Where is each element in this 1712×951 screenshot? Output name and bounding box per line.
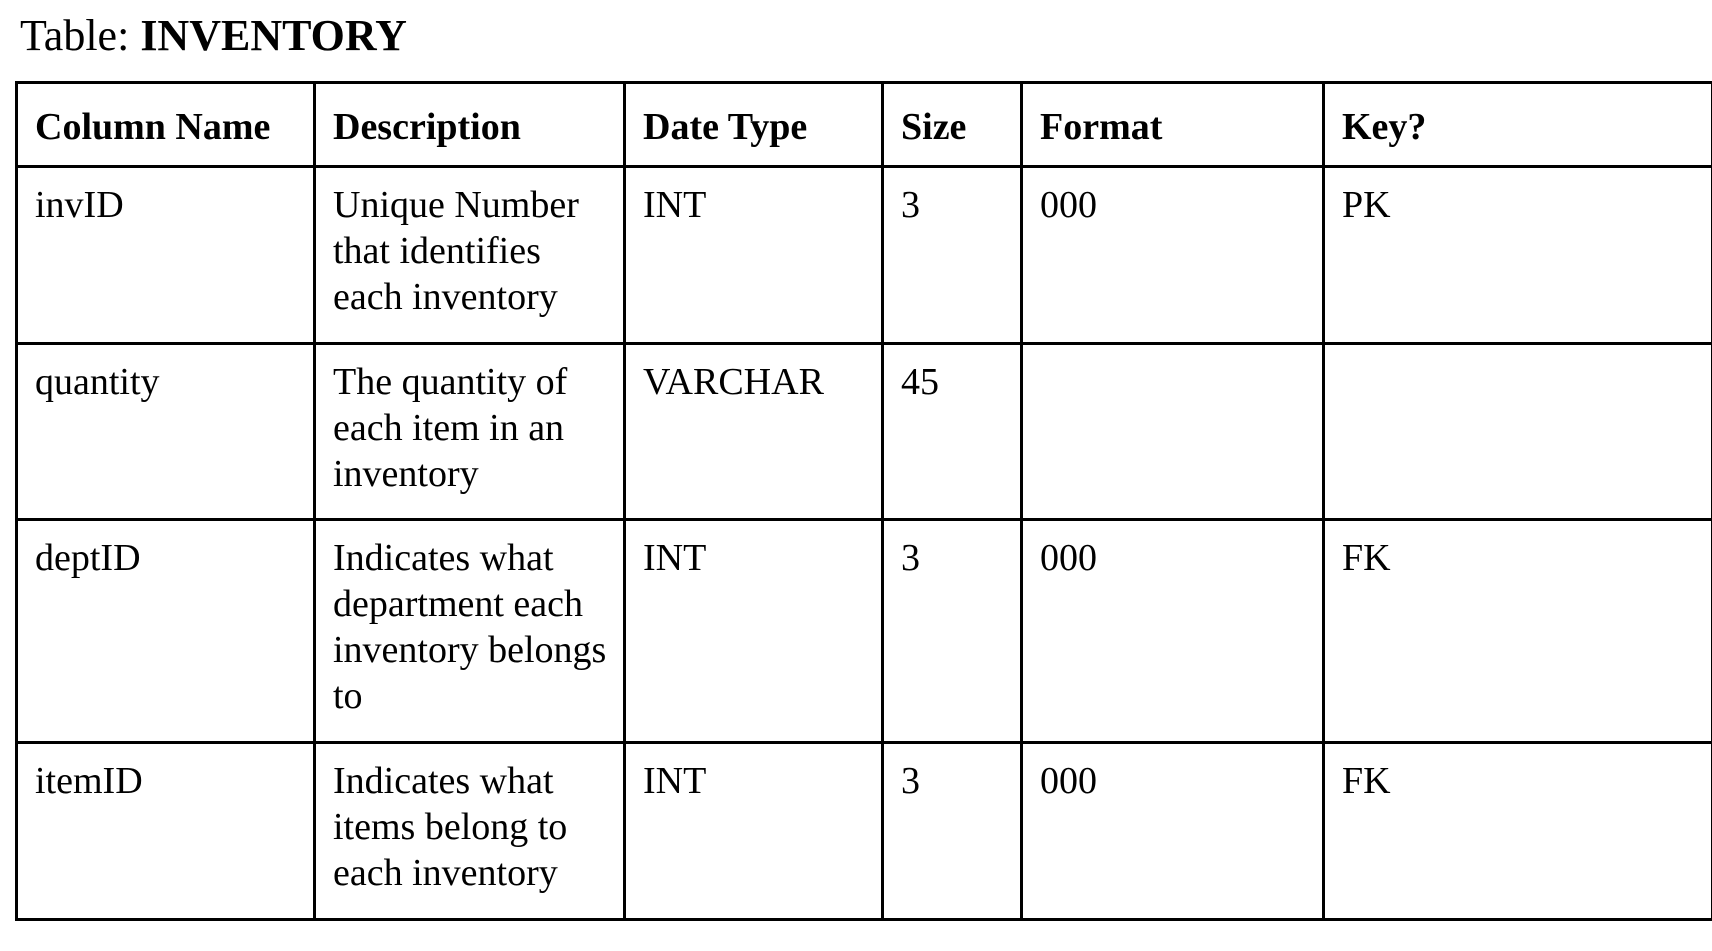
cell-data-type: VARCHAR	[625, 343, 883, 520]
cell-data-type: INT	[625, 520, 883, 743]
table-row	[17, 343, 1712, 520]
table-row	[17, 167, 1712, 344]
cell-key: FK	[1324, 520, 1712, 743]
table-row	[17, 520, 1712, 743]
header-column-name: Column Name	[17, 83, 315, 167]
cell-size: 45	[883, 343, 1022, 520]
cell-key: FK	[1324, 743, 1712, 920]
table-title	[20, 6, 407, 66]
cell-format: 000	[1022, 743, 1324, 920]
cell-format: 000	[1022, 520, 1324, 743]
cell-description: Indicates what department each inventory belongs to	[315, 520, 625, 743]
cell-column-name: deptID	[17, 520, 315, 743]
header-description: Description	[315, 83, 625, 167]
table-row	[17, 743, 1712, 920]
cell-size: 3	[883, 520, 1022, 743]
cell-key: PK	[1324, 167, 1712, 344]
cell-column-name: quantity	[17, 343, 315, 520]
cell-size: 3	[883, 167, 1022, 344]
table-title-prefix: Table:	[20, 11, 130, 60]
cell-format: 000	[1022, 167, 1324, 344]
cell-key	[1324, 343, 1712, 520]
header-format: Format	[1022, 83, 1324, 167]
cell-description: Unique Number that identifies each inventory	[315, 167, 625, 344]
inventory-schema-table	[15, 81, 1712, 921]
cell-data-type: INT	[625, 743, 883, 920]
cell-description: The quantity of each item in an inventory	[315, 343, 625, 520]
header-data-type: Date Type	[625, 83, 883, 167]
table-title-name: INVENTORY	[140, 11, 407, 60]
cell-data-type: INT	[625, 167, 883, 344]
cell-column-name: invID	[17, 167, 315, 344]
cell-column-name: itemID	[17, 743, 315, 920]
cell-description: Indicates what items belong to each inventory	[315, 743, 625, 920]
cell-format	[1022, 343, 1324, 520]
header-size: Size	[883, 83, 1022, 167]
cell-size: 3	[883, 743, 1022, 920]
header-key: Key?	[1324, 83, 1712, 167]
table-header-row	[17, 83, 1712, 167]
